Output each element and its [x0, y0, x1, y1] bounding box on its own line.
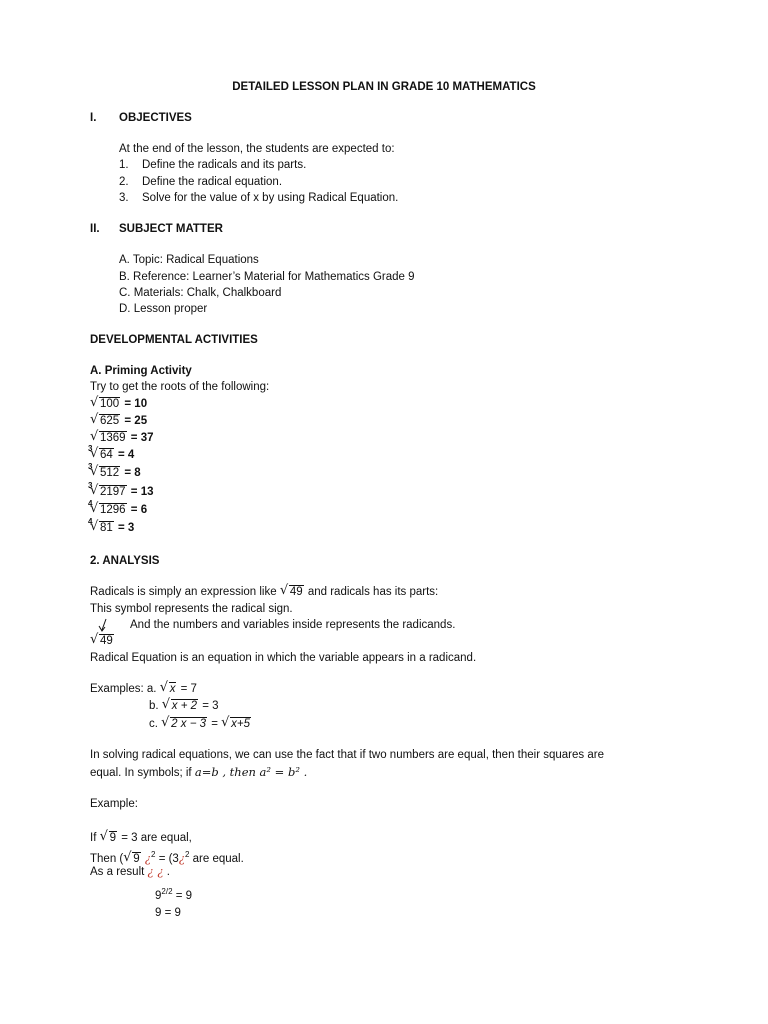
root-index: √ 3	[88, 444, 93, 453]
text-span: are equal.	[192, 852, 244, 865]
solving-text-2	[90, 765, 307, 780]
text-span: = 3	[202, 700, 219, 712]
radicals-definition	[90, 585, 438, 599]
radicand: 512	[100, 467, 120, 479]
root-index: √ 3	[88, 481, 93, 490]
root-index: √ 3	[88, 462, 93, 471]
step-2: 9 = 9	[155, 907, 181, 919]
math-glyph: ¿	[144, 850, 152, 865]
text-span: Then (	[90, 852, 124, 865]
root-result: = 37	[130, 432, 154, 444]
objective-item-text: Solve for the value of x by using Radical Equation.	[142, 192, 399, 204]
root-expression	[90, 414, 147, 428]
root-result: = 10	[124, 398, 148, 410]
root-expression	[88, 444, 135, 462]
base: 9	[155, 889, 162, 902]
exponent: 2/2	[161, 887, 173, 896]
radicand: 1296	[100, 504, 126, 516]
text-span: As a result	[90, 866, 145, 878]
result-line	[90, 864, 170, 879]
root-result: = 25	[124, 415, 148, 427]
example-b	[149, 699, 219, 713]
text-span: If	[90, 832, 97, 844]
objective-item-number: 2.	[119, 176, 129, 188]
math-glyph: ¿ ¿	[147, 864, 164, 878]
analysis-heading: 2. ANALYSIS	[90, 555, 160, 567]
priming-intro: Try to get the roots of the following:	[90, 381, 270, 393]
subject-item: C. Materials: Chalk, Chalkboard	[119, 287, 282, 299]
text-span: =	[211, 718, 218, 730]
radicand: x + 2	[171, 700, 198, 712]
radicand: 64	[100, 449, 113, 461]
text-span: c.	[149, 718, 158, 730]
radicand: 9	[133, 852, 140, 865]
radicand: 1369	[100, 432, 126, 444]
math-expression: a=b , then a² = b² .	[194, 765, 308, 779]
subject-heading: SUBJECT MATTER	[119, 223, 223, 235]
root-result: = 13	[130, 486, 154, 498]
radicands-note: And the numbers and variables inside represents the radicands.	[130, 619, 456, 631]
priming-heading: A. Priming Activity	[90, 365, 192, 377]
subject-item: A. Topic: Radical Equations	[119, 254, 259, 266]
text-span: = (3	[158, 852, 179, 865]
subject-item: B. Reference: Learner’s Material for Mathematics Grade 9	[119, 271, 415, 283]
root-expression	[88, 517, 135, 535]
page-title: DETAILED LESSON PLAN IN GRADE 10 MATHEMATICS	[232, 81, 536, 93]
root-result: = 6	[130, 504, 148, 516]
radicand: 49	[289, 586, 303, 598]
arrow-icon	[96, 618, 110, 634]
text-span: = 7	[180, 683, 197, 695]
exponent: 2	[151, 850, 156, 859]
solving-text-1: In solving radical equations, we can use the fact that if two numbers are equal, then their squares are	[90, 749, 604, 761]
radicand: 2 x − 3	[171, 718, 206, 730]
text-span: Radicals is simply an expression like	[90, 586, 277, 598]
root-expression	[88, 499, 148, 517]
if-line	[90, 831, 192, 845]
math-glyph: ¿	[178, 850, 185, 865]
text-span: Examples: a.	[90, 683, 157, 695]
objective-item-text: Define the radical equation.	[142, 176, 283, 188]
root-index: √ 4	[88, 517, 93, 526]
root-expression	[90, 397, 147, 411]
radicand: 9	[109, 832, 116, 844]
root-expression	[90, 431, 154, 445]
root-result: = 3	[118, 522, 135, 534]
root-expression	[88, 462, 141, 480]
radicand: 2197	[100, 486, 126, 498]
objectives-intro: At the end of the lesson, the students are expected to:	[119, 143, 395, 155]
radical-diagram	[90, 634, 115, 648]
text-span: and radicals has its parts:	[307, 586, 439, 598]
radicand: 100	[100, 398, 120, 410]
step-1	[155, 885, 192, 903]
radicand: 49	[100, 635, 113, 647]
objectives-number: I.	[90, 112, 97, 124]
radicand: x+5	[231, 718, 250, 730]
example-c	[149, 717, 252, 731]
root-index: √ 4	[88, 499, 93, 508]
objectives-heading: OBJECTIVES	[119, 112, 192, 124]
text-span: equal. In symbols; if	[90, 767, 192, 779]
root-result: = 8	[124, 467, 141, 479]
radicand: 81	[100, 522, 113, 534]
developmental-heading: DEVELOPMENTAL ACTIVITIES	[90, 334, 258, 346]
root-result: = 4	[118, 449, 135, 461]
example-a	[90, 682, 197, 696]
radical-equation-definition: Radical Equation is an equation in which the variable appears in a radicand.	[90, 652, 477, 664]
objective-item-text: Define the radicals and its parts.	[142, 159, 307, 171]
text-span: .	[166, 866, 170, 878]
objective-item-number: 1.	[119, 159, 129, 171]
example-heading: Example:	[90, 798, 138, 810]
text-span: = 3 are equal,	[121, 832, 192, 844]
subject-number: II.	[90, 223, 100, 235]
text-span: = 9	[175, 889, 193, 902]
objective-item-number: 3.	[119, 192, 129, 204]
text-span: b.	[149, 700, 159, 712]
radicand: x	[169, 683, 176, 695]
subject-item: D. Lesson proper	[119, 303, 208, 315]
root-expression	[88, 481, 154, 499]
radical-sign-note: This symbol represents the radical sign.	[90, 603, 293, 615]
exponent: 2	[185, 850, 190, 859]
radicand: 625	[100, 415, 120, 427]
